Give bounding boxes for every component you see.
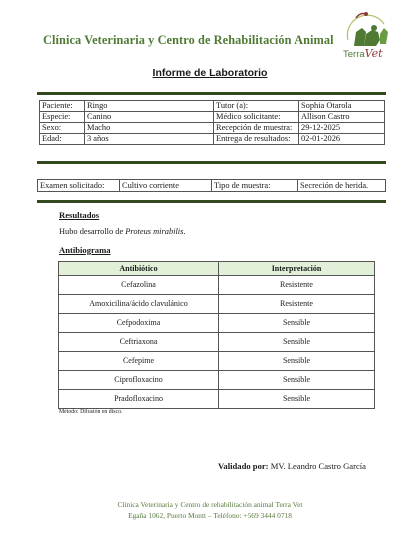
info-value: 02-01-2026 <box>299 134 385 145</box>
info-label: Entrega de resultados: <box>214 134 299 145</box>
divider-bar <box>37 161 386 164</box>
column-header-antibiotic: Antibiótico <box>59 262 219 276</box>
results-text-suffix: . <box>183 227 186 236</box>
patient-info-row <box>40 134 385 145</box>
logo-text-vet: Vet <box>364 47 383 60</box>
table-row <box>59 371 375 390</box>
exam-table <box>37 179 386 192</box>
info-label: Sexo: <box>40 123 85 134</box>
interpretation-cell: Resistente <box>219 276 375 295</box>
interpretation-cell: Sensible <box>219 314 375 333</box>
patient-info-row <box>40 112 385 123</box>
antibiotic-cell: Ciprofloxacino <box>59 371 219 390</box>
info-value: Allison Castro <box>299 112 385 123</box>
validated-by-label: Validado por: <box>218 461 269 471</box>
exam-row <box>38 180 386 192</box>
table-row <box>59 390 375 409</box>
table-row <box>59 352 375 371</box>
antibiotic-cell: Amoxicilina/ácido clavulánico <box>59 295 219 314</box>
table-row <box>59 276 375 295</box>
info-label: Tutor (a): <box>214 101 299 112</box>
info-label: Recepción de muestra: <box>214 123 299 134</box>
interpretation-cell: Sensible <box>219 333 375 352</box>
antibiotic-cell: Pradofloxacino <box>59 390 219 409</box>
sample-type-value: Secreción de herida. <box>298 180 386 192</box>
antibiogram-table <box>58 261 375 409</box>
organism-name: Proteus mirabilis <box>125 227 184 236</box>
divider-bar <box>37 92 386 95</box>
patient-info-row <box>40 123 385 134</box>
info-label: Paciente: <box>40 101 85 112</box>
method-note: Método: Difusión en disco. <box>59 409 123 415</box>
patient-info-row <box>40 101 385 112</box>
info-label: Especie: <box>40 112 85 123</box>
logo-text <box>343 47 383 60</box>
footer-line-2: Egaña 1062, Puerto Montt – Teléfono: +569 3444 0718 <box>128 510 292 520</box>
interpretation-cell: Sensible <box>219 390 375 409</box>
info-label: Médico solicitante: <box>214 112 299 123</box>
info-value: Macho <box>85 123 214 134</box>
table-row <box>59 295 375 314</box>
table-row <box>59 314 375 333</box>
clinic-name: Clínica Veterinaria y Centro de Rehabilitación Animal <box>43 33 334 47</box>
results-text-prefix: Hubo desarrollo de <box>59 227 126 236</box>
results-heading: Resultados <box>59 210 100 220</box>
footer <box>0 500 420 521</box>
interpretation-cell: Sensible <box>219 352 375 371</box>
info-value: Sophia Otarola <box>299 101 385 112</box>
info-label: Edad: <box>40 134 85 145</box>
antibiotic-cell: Cefepime <box>59 352 219 371</box>
antibiotic-cell: Cefazolina <box>59 276 219 295</box>
info-value: Canino <box>85 112 214 123</box>
results-text <box>59 227 185 236</box>
validated-by <box>218 461 366 471</box>
table-row <box>59 333 375 352</box>
divider-bar <box>37 200 386 203</box>
column-header-interpretation: Interpretación <box>219 262 375 276</box>
sample-type-label: Tipo de muestra: <box>212 180 298 192</box>
validator-name: MV. Leandro Castro García <box>268 461 366 471</box>
info-value: Ringo <box>85 101 214 112</box>
report-title: Informe de Laboratorio <box>152 67 268 79</box>
antibiogram-heading: Antibiograma <box>59 245 111 255</box>
antibiotic-cell: Cefpodoxima <box>59 314 219 333</box>
info-value: 29-12-2025 <box>299 123 385 134</box>
exam-requested-label: Examen solicitado: <box>38 180 120 192</box>
footer-line-1: Clínica Veterinaria y Centro de rehabilitación animal Terra Vet <box>117 500 303 509</box>
interpretation-cell: Sensible <box>219 371 375 390</box>
logo-text-terra: Terra <box>343 49 365 60</box>
exam-requested-value: Cultivo corriente <box>120 180 212 192</box>
patient-info-table <box>39 100 385 145</box>
interpretation-cell: Resistente <box>219 295 375 314</box>
antibiogram-header-row <box>59 262 375 276</box>
info-value: 3 años <box>85 134 214 145</box>
antibiotic-cell: Ceftriaxona <box>59 333 219 352</box>
